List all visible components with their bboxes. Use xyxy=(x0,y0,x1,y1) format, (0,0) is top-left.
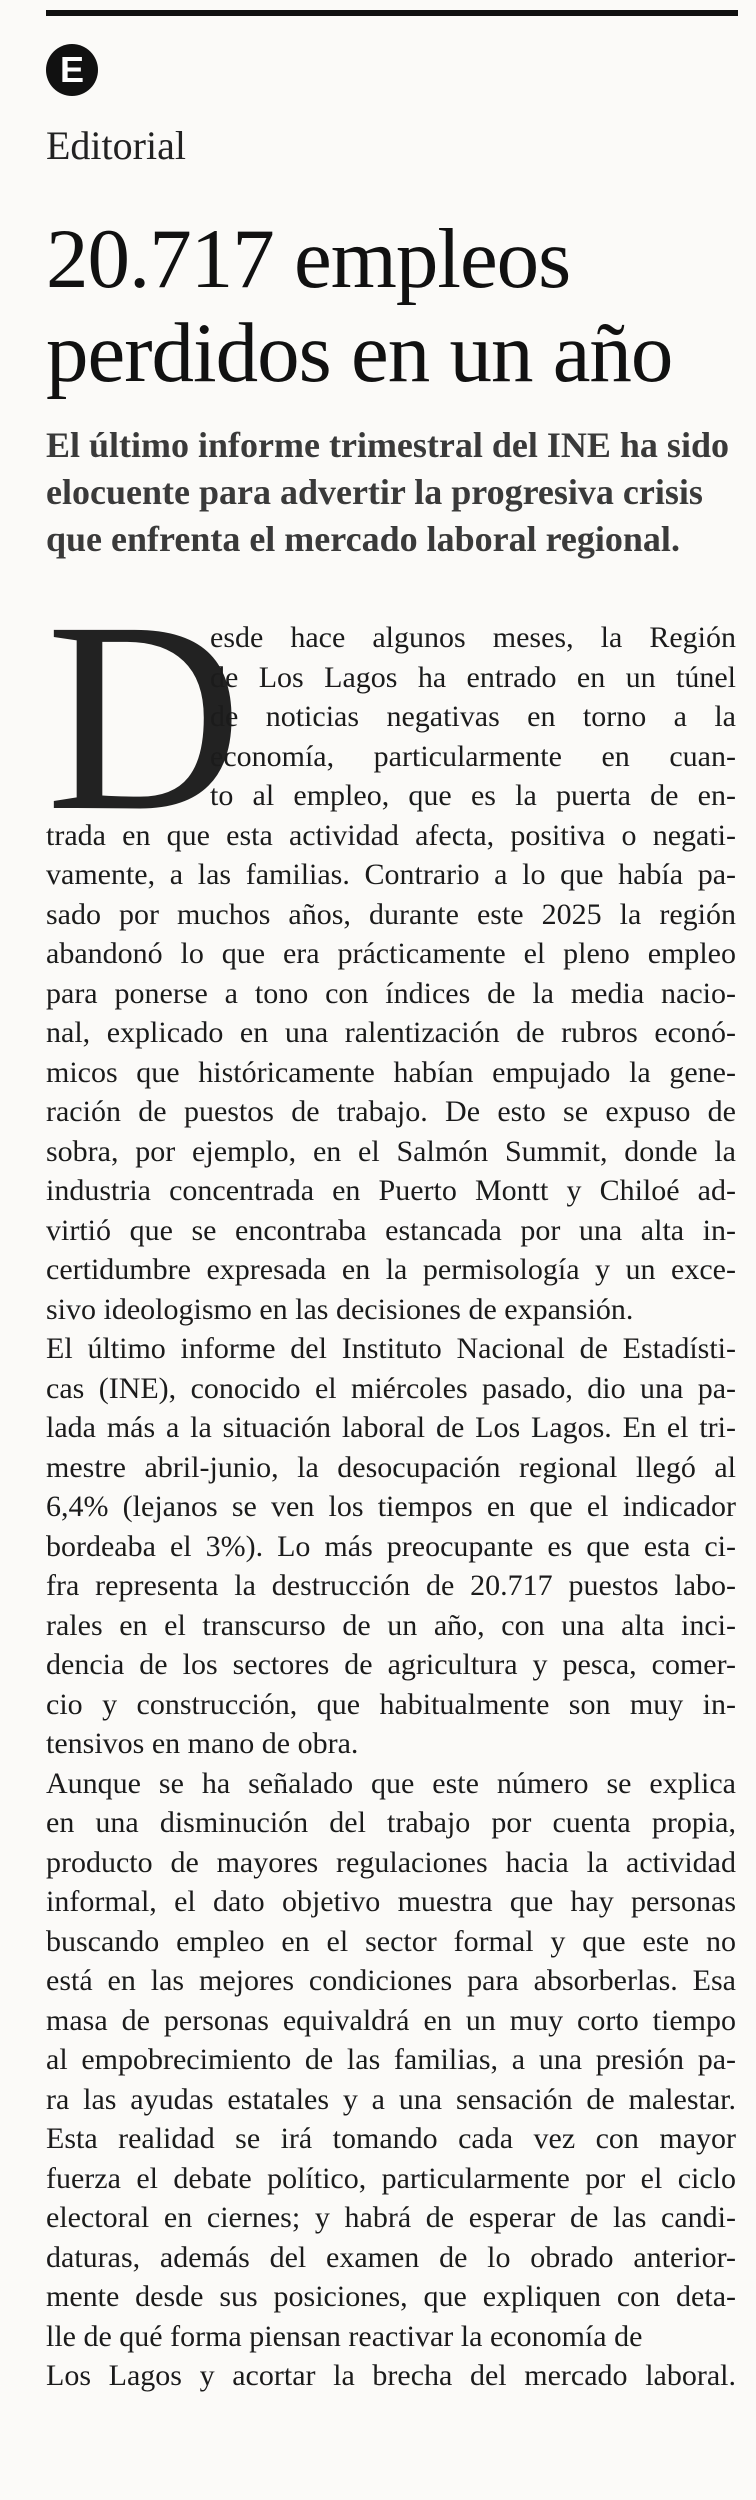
top-rule xyxy=(46,10,738,16)
body-line: está en las mejores condiciones para absorberlas. Esa xyxy=(46,1964,736,1997)
body-line: sado por muchos años, durante este 2025 la región xyxy=(46,897,736,931)
headline-line: 20.717 empleos xyxy=(46,212,571,306)
body-line: Esta realidad se irá tomando cada vez con mayor xyxy=(46,2122,736,2155)
body-line: lle de qué forma piensan reactivar la economía de xyxy=(46,2319,643,2353)
body-line: buscando empleo en el sector formal y que este no xyxy=(46,1924,736,1958)
body-line: al empobrecimiento de las familias, a una presión pa- xyxy=(46,2043,736,2076)
body-line: ra las ayudas estatales y a una sensación de malestar. xyxy=(46,2082,736,2116)
body-line: sobra, por ejemplo, en el Salmón Summit, donde la xyxy=(46,1134,736,1168)
body-line: fra representa la destrucción de 20.717 puestos labo- xyxy=(46,1569,736,1602)
body-line: lada más a la situación laboral de Los Lagos. En el tri- xyxy=(46,1411,736,1444)
body-line: de noticias negativas en torno a la xyxy=(210,700,736,733)
body-line: El último informe del Instituto Nacional de Estadísti- xyxy=(46,1332,736,1365)
body-line: de Los Lagos ha entrado en un túnel xyxy=(210,660,736,694)
body-line: fuerza el debate político, particularmente por el ciclo xyxy=(46,2161,736,2195)
body-line: vamente, a las familias. Contrario a lo que había pa- xyxy=(46,858,736,891)
article-body xyxy=(46,618,736,2396)
subhead-line: elocuente para advertir la progresiva crisis xyxy=(46,472,703,512)
body-line: dencia de los sectores de agricultura y pesca, comer- xyxy=(46,1648,736,1681)
body-line: Los Lagos y acortar la brecha del mercado laboral. xyxy=(46,2359,736,2392)
section-badge: E xyxy=(46,44,98,96)
subhead xyxy=(46,422,736,563)
body-line: informal, el dato objetivo muestra que hay personas xyxy=(46,1885,736,1918)
headline-line: perdidos en un año xyxy=(46,306,673,400)
body-line: economía, particularmente en cuan- xyxy=(210,739,736,773)
body-line: bordeaba el 3%). Lo más preocupante es que esta ci- xyxy=(46,1529,736,1563)
body-line: abandonó lo que era prácticamente el pleno empleo xyxy=(46,937,736,970)
subhead-line: El último informe trimestral del INE ha sido xyxy=(46,425,729,465)
body-line: esde hace algunos meses, la Región xyxy=(210,621,736,654)
body-line: para ponerse a tono con índices de la media nacio- xyxy=(46,976,736,1010)
body-line: mente desde sus posiciones, que expliquen con deta- xyxy=(46,2280,736,2313)
body-line: ración de puestos de trabajo. De esto se expuso de xyxy=(46,1095,736,1128)
body-line: producto de mayores regulaciones hacia la actividad xyxy=(46,1845,736,1879)
body-line: virtió que se encontraba estancada por una alta in- xyxy=(46,1213,736,1247)
body-line: electoral en ciernes; y habrá de esperar de las candi- xyxy=(46,2201,736,2234)
body-line: rales en el transcurso de un año, con una alta inci- xyxy=(46,1608,736,1642)
body-line: cio y construcción, que habitualmente son muy in- xyxy=(46,1687,736,1721)
section-label: Editorial xyxy=(46,123,186,168)
body-line: daturas, además del examen de lo obrado anterior- xyxy=(46,2240,736,2274)
body-line: trada en que esta actividad afecta, positiva o negati- xyxy=(46,818,736,852)
body-line: sivo ideologismo en las decisiones de expansión. xyxy=(46,1292,634,1326)
body-line: cas (INE), conocido el miércoles pasado, dio una pa- xyxy=(46,1371,736,1405)
body-line: Aunque se ha señalado que este número se explica xyxy=(46,1766,736,1800)
body-line: mestre abril-junio, la desocupación regional llegó al xyxy=(46,1450,736,1484)
body-line: en una disminución del trabajo por cuenta propia, xyxy=(46,1806,736,1839)
body-line: certidumbre expresada en la permisología y un exce- xyxy=(46,1253,736,1286)
body-line: micos que históricamente habían empujado la gene- xyxy=(46,1055,736,1089)
body-line: industria concentrada en Puerto Montt y Chiloé ad- xyxy=(46,1174,736,1207)
body-line: tensivos en mano de obra. xyxy=(46,1727,359,1760)
body-line: to al empleo, que es la puerta de en- xyxy=(210,779,736,812)
subhead-line: que enfrenta el mercado laboral regional. xyxy=(46,519,680,559)
body-line: 6,4% (lejanos se ven los tiempos en que el indicador xyxy=(46,1490,736,1523)
headline xyxy=(46,212,736,400)
body-line: masa de personas equivaldrá en un muy corto tiempo xyxy=(46,2003,736,2037)
body-line: nal, explicado en una ralentización de rubros econó- xyxy=(46,1016,736,1049)
drop-cap: D xyxy=(46,566,243,867)
